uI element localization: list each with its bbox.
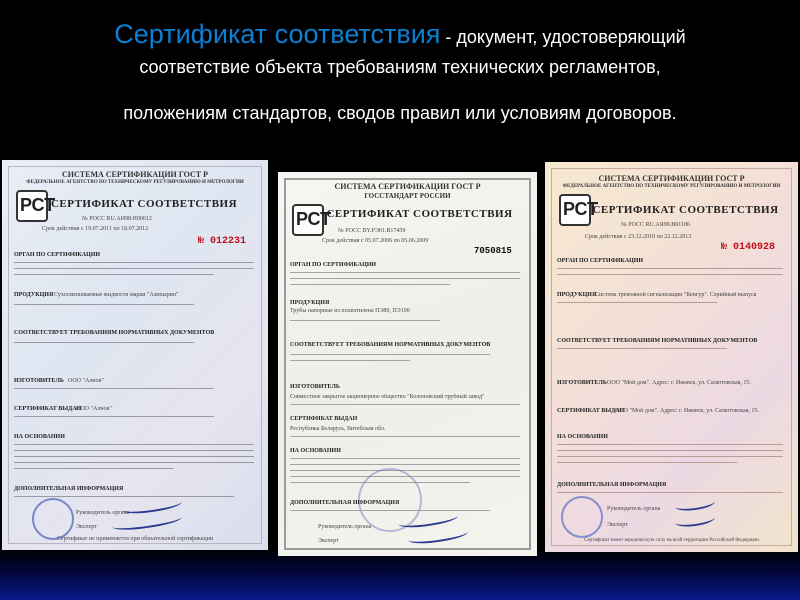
stamp-seal (561, 496, 603, 538)
cert-reg-no: № РОСС RU.АИ98.Н00612 (82, 216, 152, 222)
maker-text: ООО "Мой дом". Адрес: г. Ижевск, ул. Салютовская, 15. (607, 380, 751, 386)
product-label: ПРОДУКЦИЯ (14, 292, 54, 298)
organ-label: ОРГАН ПО СЕРТИФИКАЦИИ (290, 262, 377, 268)
maker-label: ИЗГОТОВИТЕЛЬ (557, 380, 607, 386)
cert-validity: Срок действия с 23.12.2010 по 22.12.2013 (585, 234, 692, 240)
cert-agency: ФЕДЕРАЛЬНОЕ АГЕНТСТВО ПО ТЕХНИЧЕСКОМУ РЕГУЛИРОВАНИЮ И МЕТРОЛОГИИ (26, 180, 244, 185)
requirements-label: СООТВЕТСТВУЕТ ТРЕБОВАНИЯМ НОРМАТИВНЫХ ДОКУМЕНТОВ (14, 330, 215, 336)
expert-label: Эксперт (76, 524, 97, 530)
product-text: Трубы напорные из полиэтилена ПЭ80, ПЭ100 (290, 308, 410, 314)
certificate-image-2 (278, 172, 537, 556)
product-label: ПРОДУКЦИЯ (290, 300, 330, 306)
product-text: Система тревожной сигнализации "Кенгур". Серийный выпуск (595, 292, 757, 298)
cert-number: № 012231 (198, 236, 247, 247)
head-label: Руководитель органа (318, 524, 372, 530)
requirements-label: СООТВЕТСТВУЕТ ТРЕБОВАНИЯМ НОРМАТИВНЫХ ДОКУМЕНТОВ (290, 342, 491, 348)
cert-title: СЕРТИФИКАТ СООТВЕТСТВИЯ (326, 208, 513, 220)
issued-text: Республика Беларусь, Витебская обл. (290, 426, 386, 432)
slide-title-block (0, 20, 800, 127)
basis-label: НА ОСНОВАНИИ (14, 434, 65, 440)
extra-info-label: ДОПОЛНИТЕЛЬНАЯ ИНФОРМАЦИЯ (557, 482, 667, 488)
issued-label: СЕРТИФИКАТ ВЫДАН (14, 406, 82, 412)
cert-footer: Сертификат имеет юридическую силу на всей территории Российской Федерации (584, 538, 759, 543)
issued-label: СЕРТИФИКАТ ВЫДАН (557, 408, 625, 414)
extra-info-label: ДОПОЛНИТЕЛЬНАЯ ИНФОРМАЦИЯ (14, 486, 124, 492)
cert-header: СИСТЕМА СЕРТИФИКАЦИИ ГОСТ Р (598, 174, 745, 183)
cert-agency: ФЕДЕРАЛЬНОЕ АГЕНТСТВО ПО ТЕХНИЧЕСКОМУ РЕГУЛИРОВАНИЮ И МЕТРОЛОГИИ (562, 184, 781, 189)
product-text: Сухосмешиваемые жидкости марки "Азипырин" (54, 292, 179, 298)
expert-label: Эксперт (607, 522, 628, 528)
title-line-2: соответствие объекта требованиям технических регламентов, (139, 57, 661, 77)
cert-footer: Сертификат не применяется при обязательной сертификации (56, 536, 214, 542)
rst-logo-icon: РСТ (559, 194, 591, 226)
head-label: Руководитель органа (76, 510, 130, 516)
slide-title: Сертификат соответствия (114, 19, 441, 49)
cert-agency: ГОССТАНДАРТ РОССИИ (364, 192, 451, 200)
maker-text: ООО "Алнов" (68, 378, 104, 384)
cert-title: СЕРТИФИКАТ СООТВЕТСТВИЯ (50, 198, 238, 210)
head-label: Руководитель органа (607, 506, 661, 512)
certificate-image-3 (545, 162, 798, 552)
issued-text: ООО "Алнов" (76, 406, 112, 412)
product-label: ПРОДУКЦИЯ (557, 292, 597, 298)
cert-title: СЕРТИФИКАТ СООТВЕТСТВИЯ (592, 204, 779, 216)
cert-header: СИСТЕМА СЕРТИФИКАЦИИ ГОСТ Р (62, 170, 208, 179)
cert-number: № 0140928 (721, 242, 776, 253)
basis-label: НА ОСНОВАНИИ (557, 434, 608, 440)
extra-info-label: ДОПОЛНИТЕЛЬНАЯ ИНФОРМАЦИЯ (290, 500, 400, 506)
issued-text: ООО "Мой дом". Адрес: г. Ижевск, ул. Салютовская, 15. (615, 408, 759, 414)
title-line-3: положениям стандартов, сводов правил или условиям договоров. (123, 103, 677, 123)
cert-validity: Срок действия с 19.07.2011 по 18.07.2012 (42, 226, 149, 232)
maker-label: ИЗГОТОВИТЕЛЬ (14, 378, 64, 384)
rst-logo-icon: РСТ (292, 204, 324, 236)
issued-label: СЕРТИФИКАТ ВЫДАН (290, 416, 358, 422)
cert-reg-no: № РОСС RU.АЯ99.В01186 (621, 222, 690, 228)
cert-validity: Срок действия с 05.07.2006 по 05.06.2009 (322, 238, 429, 244)
cert-reg-no: № РОСС BY.РЭ01.В17459 (338, 228, 406, 234)
organ-label: ОРГАН ПО СЕРТИФИКАЦИИ (557, 258, 644, 264)
rst-logo-icon: РСТ (16, 190, 48, 222)
requirements-label: СООТВЕТСТВУЕТ ТРЕБОВАНИЯМ НОРМАТИВНЫХ ДОКУМЕНТОВ (557, 338, 758, 344)
certificate-image-1 (2, 160, 268, 550)
maker-label: ИЗГОТОВИТЕЛЬ (290, 384, 340, 390)
cert-number: 7050815 (474, 246, 512, 256)
title-line-1 (0, 20, 800, 51)
organ-label: ОРГАН ПО СЕРТИФИКАЦИИ (14, 252, 101, 258)
maker-text: Совместное закрытое акционерное общество "Колоновский трубный завод" (290, 394, 485, 400)
cert-header: СИСТЕМА СЕРТИФИКАЦИИ ГОСТ Р (334, 182, 481, 191)
title-suffix: - документ, удостоверяющий (440, 27, 686, 47)
basis-label: НА ОСНОВАНИИ (290, 448, 341, 454)
stamp-seal (32, 498, 74, 540)
expert-label: Эксперт (318, 538, 339, 544)
